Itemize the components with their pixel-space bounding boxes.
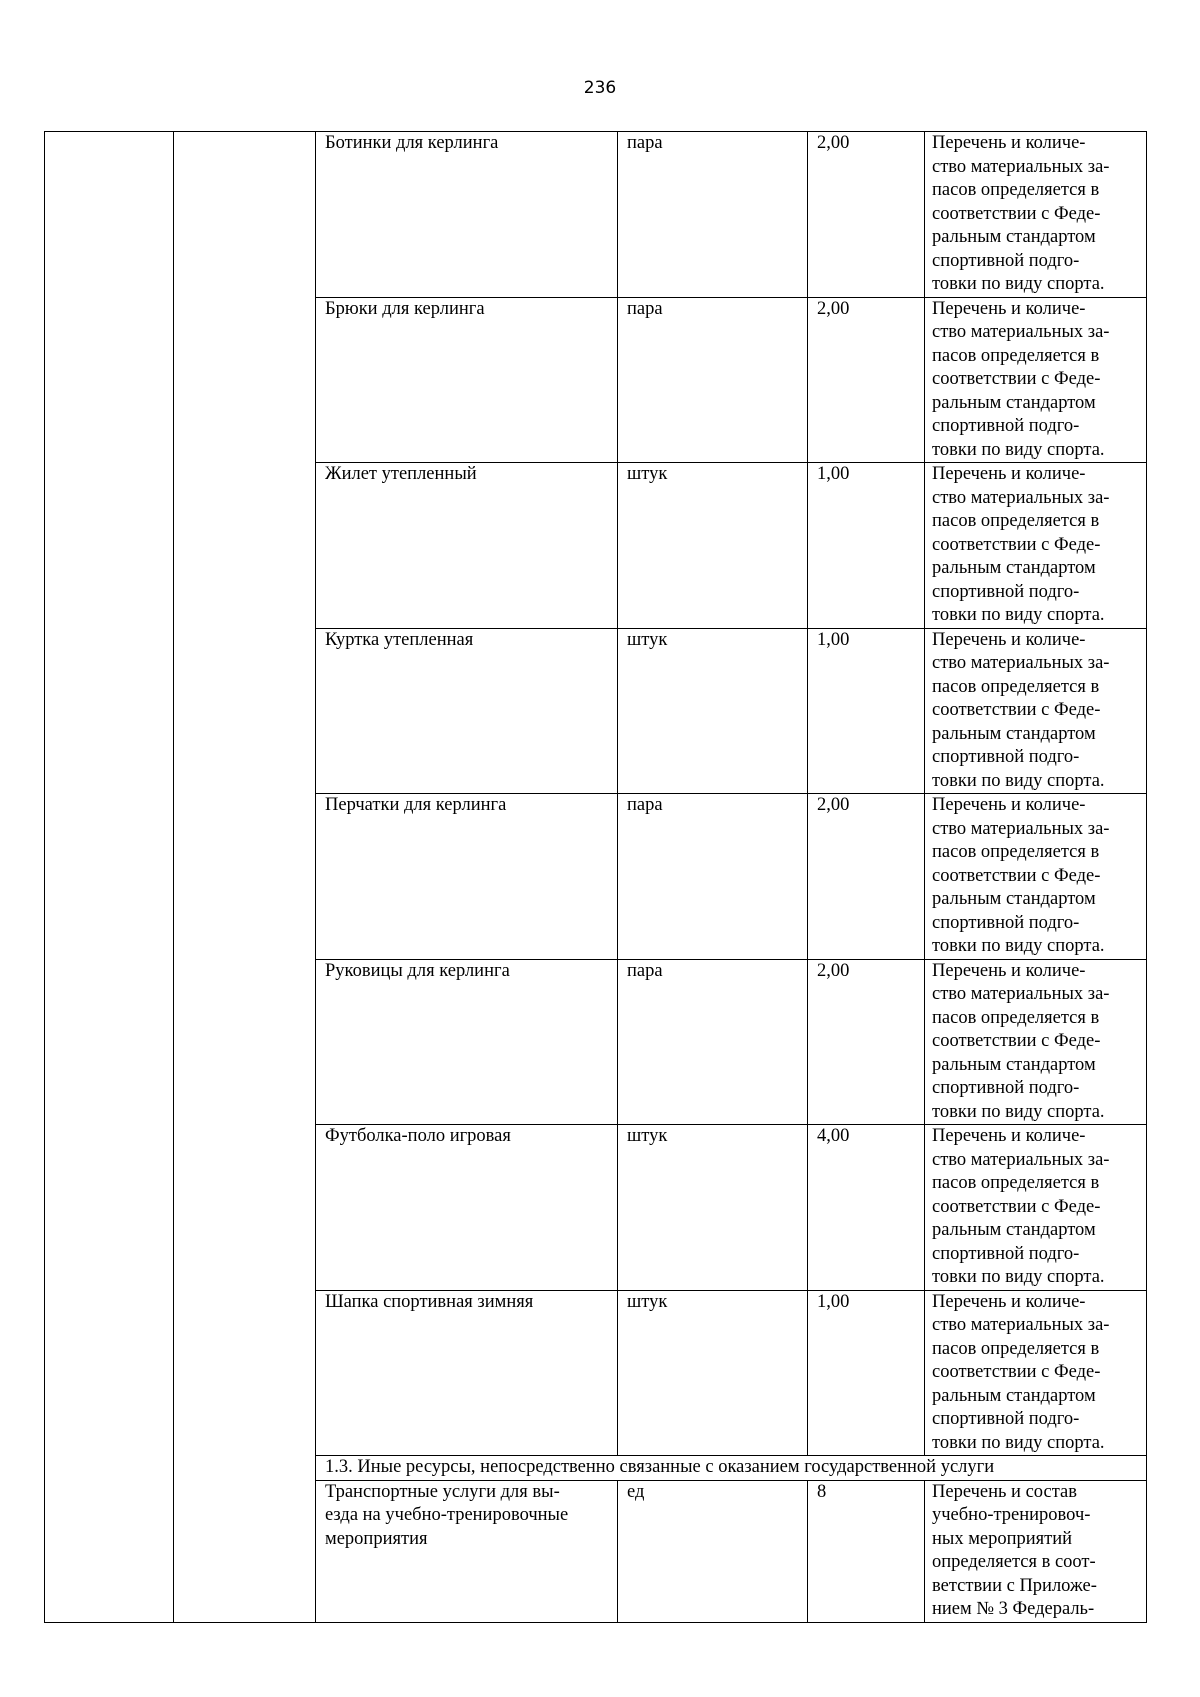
table-body: [45, 132, 1147, 1623]
item-name-cell: Жилет утепленный: [316, 463, 618, 629]
note-text: Перечень и количе- ство материальных за- пасов определяется в соответствии с Феде- ральным стандартом спортивной подго- товки по виду спорта.: [932, 1126, 1110, 1287]
item-name-text: Транспортные услуги для вы- езда на учебно-тренировочные мероприятия: [325, 1481, 569, 1549]
resources-table: [44, 131, 1147, 1623]
note-cell: [925, 1480, 1147, 1622]
table-row: [45, 132, 1147, 298]
quantity-cell: 2,00: [808, 132, 925, 298]
empty-cell-col2: [174, 132, 316, 1623]
item-name-cell: Куртка утепленная: [316, 628, 618, 794]
unit-cell: штук: [618, 628, 808, 794]
quantity-cell: 2,00: [808, 959, 925, 1125]
note-cell: [925, 132, 1147, 298]
unit-cell: штук: [618, 1125, 808, 1291]
quantity-cell: 4,00: [808, 1125, 925, 1291]
page-number: 236: [583, 78, 617, 98]
unit-cell: пара: [618, 297, 808, 463]
note-cell: [925, 463, 1147, 629]
item-name-cell: Ботинки для керлинга: [316, 132, 618, 298]
note-text: Перечень и состав учебно-тренировоч- ных мероприятий определяется в соот- ветствии с Приложе- нием № 3 Федераль-: [932, 1481, 1097, 1619]
quantity-cell: 1,00: [808, 1290, 925, 1456]
quantity-cell: 8: [808, 1480, 925, 1622]
note-cell: [925, 959, 1147, 1125]
note-cell: [925, 1125, 1147, 1291]
unit-cell: пара: [618, 132, 808, 298]
quantity-cell: 1,00: [808, 463, 925, 629]
unit-cell: пара: [618, 959, 808, 1125]
item-name-cell: Брюки для керлинга: [316, 297, 618, 463]
section-heading: 1.3. Иные ресурсы, непосредственно связанные с оказанием государственной услуги: [316, 1456, 1147, 1481]
note-cell: [925, 628, 1147, 794]
item-name-cell: Футболка-поло игровая: [316, 1125, 618, 1291]
note-cell: [925, 794, 1147, 960]
note-text: Перечень и количе- ство материальных за- пасов определяется в соответствии с Феде- ральным стандартом спортивной подго- товки по виду спорта.: [932, 795, 1110, 956]
note-text: Перечень и количе- ство материальных за- пасов определяется в соответствии с Феде- ральным стандартом спортивной подго- товки по виду спорта.: [932, 629, 1110, 791]
unit-cell: штук: [618, 463, 808, 629]
note-text: Перечень и количе- ство материальных за- пасов определяется в соответствии с Феде- ральным стандартом спортивной подго- товки по виду спорта.: [932, 1291, 1110, 1453]
item-name-cell: Перчатки для керлинга: [316, 794, 618, 960]
note-text: Перечень и количе- ство материальных за- пасов определяется в соответствии с Феде- ральным стандартом спортивной подго- товки по виду спорта.: [932, 464, 1110, 625]
note-text: Перечень и количе- ство материальных за- пасов определяется в соответствии с Феде- ральным стандартом спортивной подго- товки по виду спорта.: [932, 298, 1110, 460]
note-cell: [925, 297, 1147, 463]
empty-cell-col1: [45, 132, 174, 1623]
quantity-cell: 1,00: [808, 628, 925, 794]
unit-cell: штук: [618, 1290, 808, 1456]
item-name-cell: Руковицы для керлинга: [316, 959, 618, 1125]
item-name-cell: Шапка спортивная зимняя: [316, 1290, 618, 1456]
note-text: Перечень и количе- ство материальных за- пасов определяется в соответствии с Феде- ральным стандартом спортивной подго- товки по виду спорта.: [932, 133, 1110, 294]
unit-cell: пара: [618, 794, 808, 960]
quantity-cell: 2,00: [808, 297, 925, 463]
note-text: Перечень и количе- ство материальных за- пасов определяется в соответствии с Феде- ральным стандартом спортивной подго- товки по виду спорта.: [932, 960, 1110, 1122]
unit-cell: ед: [618, 1480, 808, 1622]
quantity-cell: 2,00: [808, 794, 925, 960]
note-cell: [925, 1290, 1147, 1456]
item-name-cell: [316, 1480, 618, 1622]
